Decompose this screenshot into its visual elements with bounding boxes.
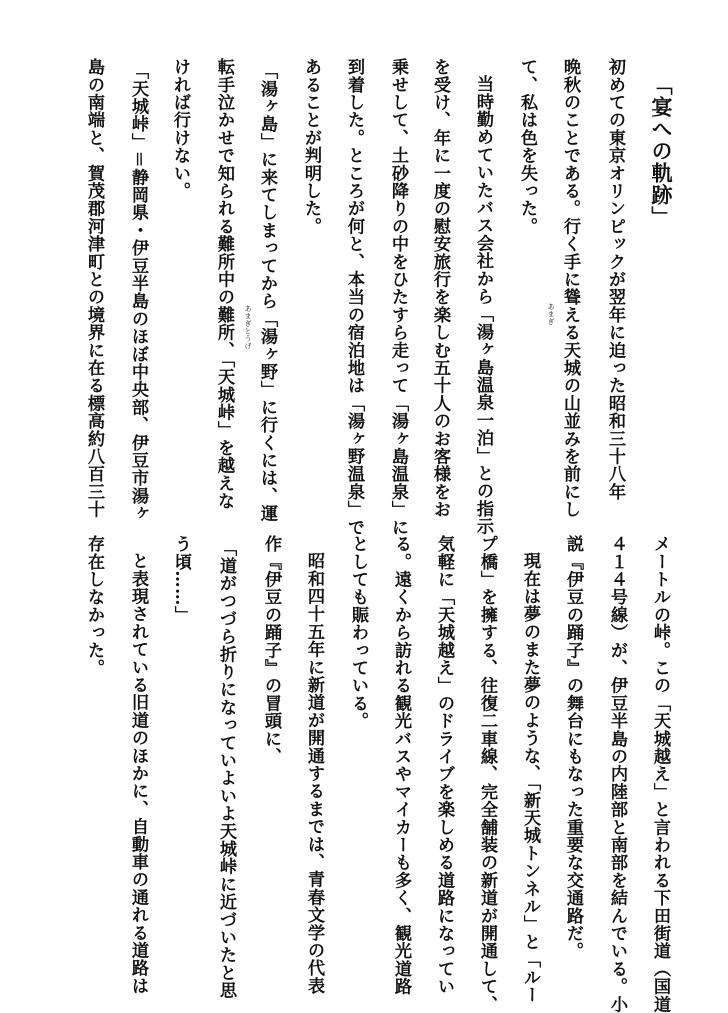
text-line: 「湯ヶ島」に来てしまってから「湯ヶ野」に行くには、運 xyxy=(257,62,277,523)
text-line: 昭和四十五年に新道が開通するまでは、青春文学の代表 xyxy=(304,552,324,995)
text-line: 当時勤めていたバス会社から「湯ヶ島温泉一泊」との指示 xyxy=(473,75,493,536)
text-line: 晩秋のことである。行く手に聳える天城の山並みを前にし xyxy=(560,58,580,519)
text-line: メートルの峠。この「天城越え」と言われる下田街道（国道 xyxy=(650,535,670,1013)
text-line: 乗せして、土砂降りの中をひたすら走って「湯ヶ島温泉」に xyxy=(388,58,408,536)
text-line: 転手泣かせで知られる難所中の難所、「天城峠」を越えな xyxy=(214,58,234,510)
text-line: 「天城峠」＝静岡県・伊豆半島のほぼ中央部、伊豆市湯ヶ xyxy=(128,62,148,523)
text-line: あることが判明した。 xyxy=(301,58,321,235)
text-line: 島の南端と、賀茂郡河津町との境界に在る標高約八百三十 xyxy=(84,58,104,519)
text-line: 到着した。ところが何と、本当の宿泊地は「湯ヶ野温泉」で xyxy=(344,58,364,536)
text-line: 初めての東京オリンピックが翌年に迫った昭和三十八年 xyxy=(605,58,625,501)
text-line: ければ行けない。 xyxy=(170,58,190,200)
text-line: としても賑わっている。 xyxy=(348,535,368,730)
text-line: ４１４号線）が、伊豆半島の内陸部と南部を結んでいる。小 xyxy=(607,535,627,1013)
text-line: て、私は色を失った。 xyxy=(517,58,537,235)
ruby-amagi: あまぎ xyxy=(547,303,555,326)
text-line: る。遠くから訪れる観光バスやマイカーも多く、観光道路 xyxy=(391,535,411,996)
text-line: 気軽に「天城越え」のドライブを楽しめる道路になってい xyxy=(434,535,454,996)
text-line: を受け、年に一度の慰安旅行を楽しむ五十人のお客様をお xyxy=(430,58,450,519)
text-line: プ橋」を擁する、往復二車線、完全舗装の新道が開通して、 xyxy=(477,535,497,1013)
text-line: 「道がつづら折りになっていよいよ天城峠に近づいたと思 xyxy=(216,539,236,1000)
document-title: 「宴への軌跡」 xyxy=(649,74,674,228)
text-line: う頃……」 xyxy=(171,535,191,624)
text-line: 存在しなかった。 xyxy=(84,535,104,677)
text-line: 作『伊豆の踊子』の冒頭に、 xyxy=(261,535,281,766)
text-line: と表現されている旧道のほかに、自動車の通れる道路は xyxy=(128,552,148,995)
text-line: 説『伊豆の踊子』の舞台にもなった重要な交通路だ。 xyxy=(563,535,583,960)
text-line: 現在は夢のまた夢のような、「新天城トンネル」と「ルー xyxy=(520,552,540,1004)
ruby-amagitouge: あまぎとうげ xyxy=(244,305,252,350)
